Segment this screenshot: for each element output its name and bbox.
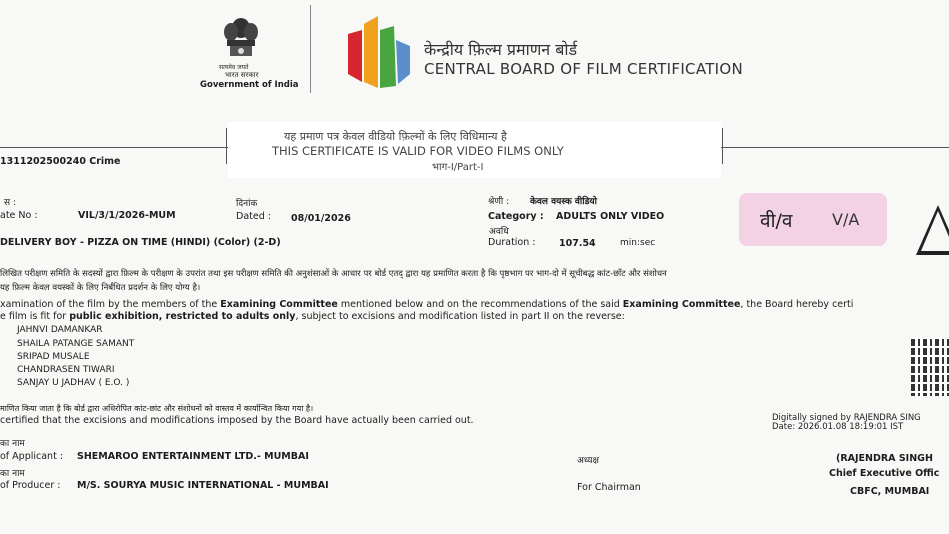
signatory-name: (RAJENDRA SINGH bbox=[836, 453, 933, 464]
validity-english: THIS CERTIFICATE IS VALID FOR VIDEO FILMS ONLY bbox=[272, 144, 564, 158]
part-label: भाग-I/Part-I bbox=[432, 162, 484, 173]
certification-english-1: xamination of the film by the members of the Examining Committee mentioned below and on the recommendations of the said Examining Committee, the Board hereby certi bbox=[0, 299, 854, 310]
cert-no-label: ate No : bbox=[0, 210, 38, 221]
rule-left-end bbox=[226, 128, 227, 164]
validity-hindi: यह प्रमाण पत्र केवल वीडियो फ़िल्मों के लिए विधिमान्य है bbox=[284, 130, 507, 143]
dated-hindi: दिनांक bbox=[236, 199, 258, 209]
compliance-hindi: माणित किया जाता है कि बोर्ड द्वारा अधिरोपित कांट-छांट और संशोधनों को वास्तव में कार्यान्वित किया गया है। bbox=[0, 404, 314, 413]
header-divider bbox=[310, 5, 311, 93]
duration-label: Duration : bbox=[488, 237, 536, 248]
applicant-value: SHEMAROO ENTERTAINMENT LTD.- MUMBAI bbox=[77, 451, 309, 462]
category-label: Category : bbox=[488, 211, 544, 222]
gov-english: Government of India bbox=[200, 80, 299, 90]
board-name-hindi: केन्द्रीय फ़िल्म प्रमाणन बोर्ड bbox=[424, 40, 578, 59]
chairman-hindi: अध्यक्ष bbox=[577, 456, 599, 466]
digital-signature-line1: Digitally signed by RAJENDRA SING bbox=[772, 413, 921, 423]
committee-member: CHANDRASEN TIWARI bbox=[17, 365, 115, 375]
film-title: DELIVERY BOY - PIZZA ON TIME (HINDI) (Color) (2-D) bbox=[0, 237, 281, 248]
rating-hindi: वी/व bbox=[760, 210, 793, 232]
duration-hindi: अवधि bbox=[489, 227, 509, 237]
producer-hindi: का नाम bbox=[0, 469, 25, 479]
applicant-label: of Applicant : bbox=[0, 451, 64, 462]
qr-code-overlay bbox=[911, 338, 949, 396]
rule-right-end bbox=[722, 128, 723, 164]
emblem-caption: सत्यमेव जयते bbox=[219, 64, 249, 71]
digital-signature-line2: Date: 2026.01.08 18:19:01 IST bbox=[772, 422, 904, 432]
signatory-org: CBFC, MUMBAI bbox=[850, 486, 930, 497]
compliance-english: certified that the excisions and modifications imposed by the Board have actually been carried out. bbox=[0, 415, 474, 426]
category-hindi-label: श्रेणी : bbox=[488, 197, 510, 207]
gov-hindi: भारत सरकार bbox=[225, 71, 259, 79]
committee-member: SHAILA PATANGE SAMANT bbox=[17, 339, 135, 349]
warning-triangle-icon bbox=[916, 205, 949, 255]
dated-value: 08/01/2026 bbox=[291, 213, 351, 224]
for-chairman: For Chairman bbox=[577, 482, 641, 493]
category-hindi-value: केवल वयस्क वीडियो bbox=[530, 197, 597, 207]
producer-value: M/S. SOURYA MUSIC INTERNATIONAL - MUMBAI bbox=[77, 480, 329, 491]
dated-label: Dated : bbox=[236, 211, 271, 222]
applicant-hindi: का नाम bbox=[0, 439, 25, 449]
cbfc-logo-icon bbox=[344, 12, 414, 90]
cert-no-hindi: स : bbox=[4, 198, 16, 208]
duration-unit: min:sec bbox=[620, 238, 656, 248]
committee-member: SANJAY U JADHAV ( E.O. ) bbox=[17, 378, 130, 388]
board-name-english: CENTRAL BOARD OF FILM CERTIFICATION bbox=[424, 60, 744, 78]
producer-label: of Producer : bbox=[0, 480, 61, 491]
rule-left bbox=[0, 147, 228, 148]
committee-member: SRIPAD MUSALE bbox=[17, 352, 90, 362]
rule-right bbox=[721, 147, 949, 148]
serial-number: 1311202500240 Crime bbox=[0, 156, 121, 167]
committee-member: JAHNVI DAMANKAR bbox=[17, 325, 103, 335]
rating-english: V/A bbox=[832, 210, 860, 229]
duration-value: 107.54 bbox=[559, 238, 596, 249]
certification-hindi-1: लिखित परीक्षण समिति के सदस्यों द्वारा फ़िल्म के परीक्षण के उपरांत तथा इस परीक्षण समिति की अनुशंसाओं के आधार पर बोर्ड एतद् द्वारा यह प्रमाणित करता है कि पृष्ठभाग पर भाग-दो में सूचीबद्ध कांट-छाँट और संशोधन bbox=[0, 269, 667, 279]
category-value: ADULTS ONLY VIDEO bbox=[556, 211, 665, 222]
signatory-title: Chief Executive Offic bbox=[829, 468, 940, 479]
cert-no-value: VIL/3/1/2026-MUM bbox=[78, 210, 176, 221]
certification-english-2: e film is fit for public exhibition, restricted to adults only, subject to excisions and modification listed in part II on the reverse: bbox=[0, 311, 625, 322]
emblem-icon bbox=[221, 14, 261, 64]
certification-hindi-2: यह फ़िल्म केवल वयस्कों के लिए निर्बंधित प्रदर्शन के लिए योग्य है। bbox=[0, 283, 201, 293]
